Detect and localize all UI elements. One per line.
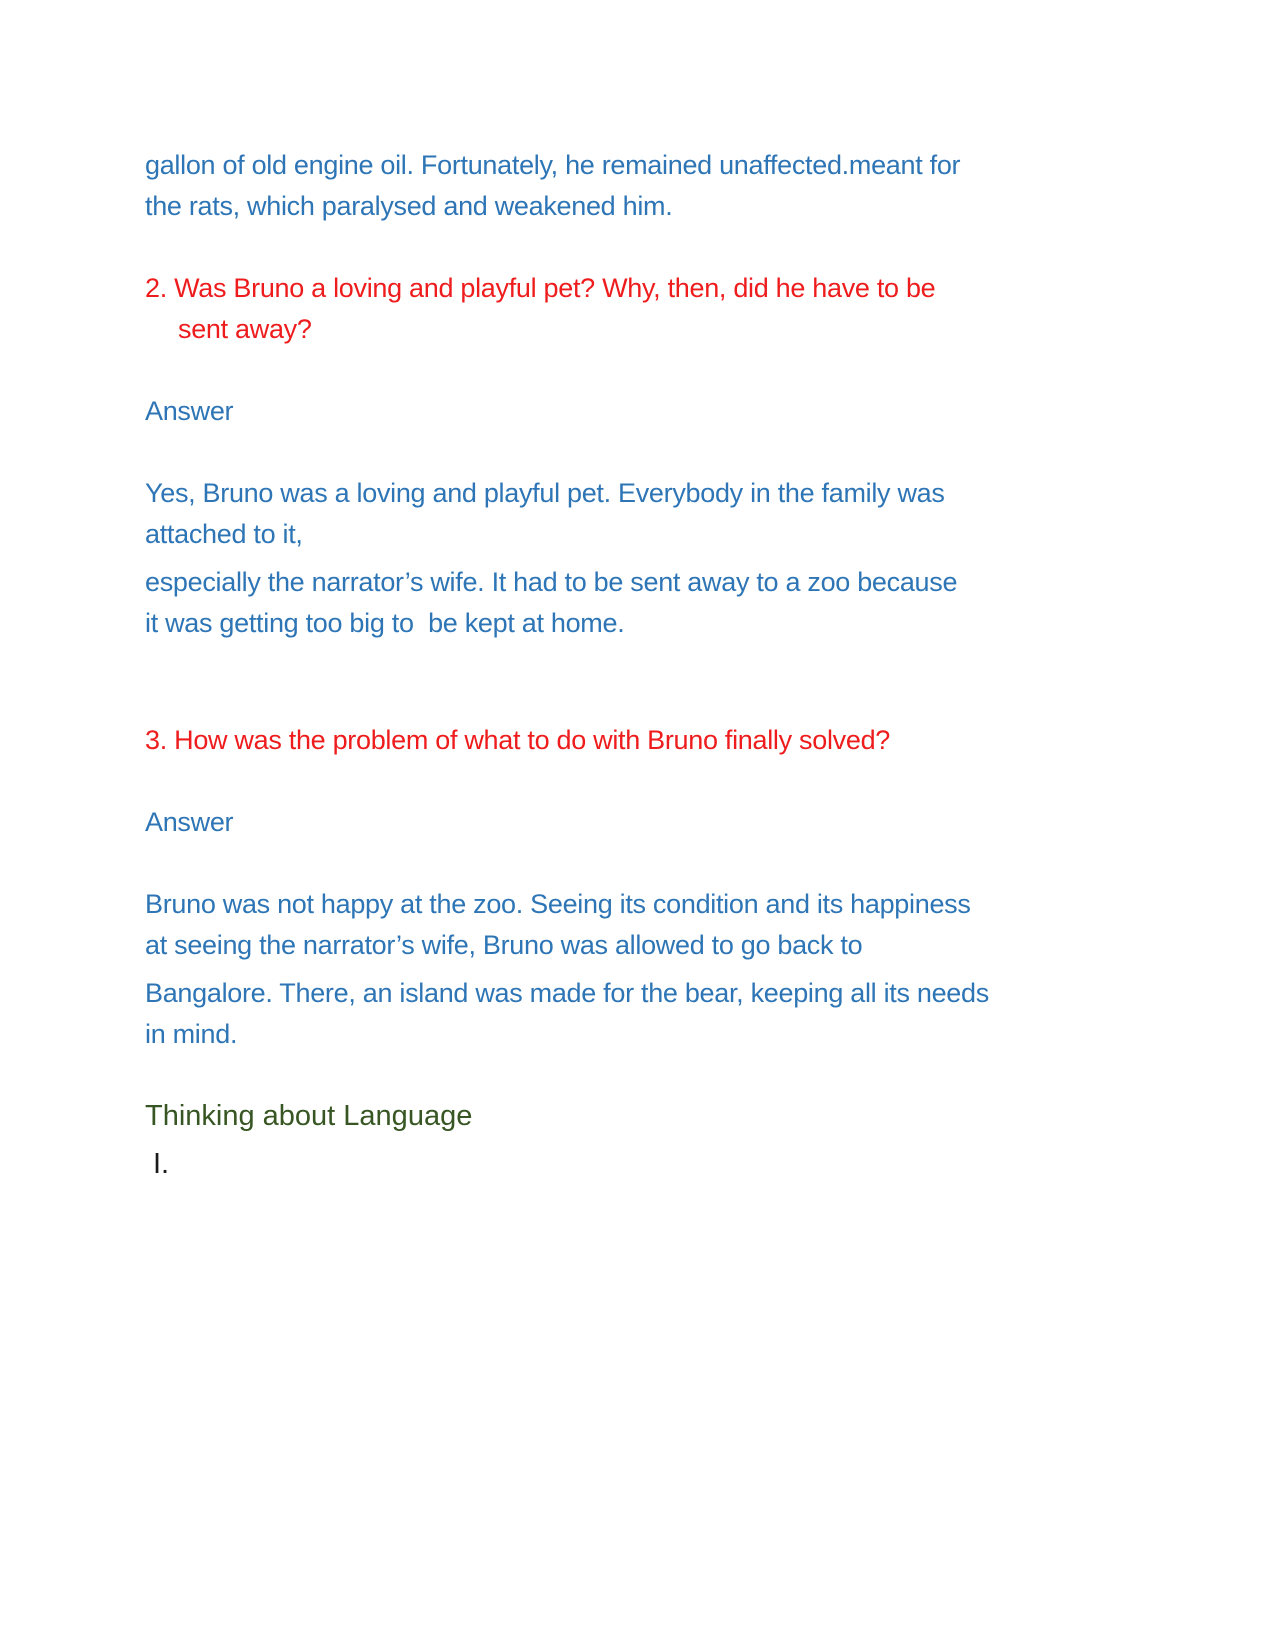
answer-3-p1-line-1: Bruno was not happy at the zoo. Seeing its condition and its happiness bbox=[145, 889, 971, 919]
answer-2-p2-line-1: especially the narrator’s wife. It had to be sent away to a zoo because bbox=[145, 567, 958, 597]
answer-label-q3-text: Answer bbox=[145, 807, 234, 837]
question-2-line-1: 2. Was Bruno a loving and playful pet? Why, then, did he have to be bbox=[145, 273, 936, 303]
section-heading bbox=[145, 1096, 1075, 1137]
list-marker-text: I. bbox=[153, 1148, 170, 1180]
question-2-line-2: sent away? bbox=[178, 314, 312, 344]
answer-2-p1-line-2: attached to it, bbox=[145, 519, 303, 549]
question-3 bbox=[145, 720, 1075, 761]
intro-paragraph bbox=[145, 145, 1075, 227]
answer-3-paragraph-1 bbox=[145, 884, 1075, 966]
answer-label-q2 bbox=[145, 391, 1075, 432]
list-marker bbox=[145, 1144, 1075, 1185]
question-2 bbox=[145, 268, 1075, 350]
answer-2-paragraph-2 bbox=[145, 562, 1075, 644]
answer-label-q3 bbox=[145, 802, 1075, 843]
answer-3-p2-line-1: Bangalore. There, an island was made for the bear, keeping all its needs bbox=[145, 978, 989, 1008]
answer-3-p2-line-2: in mind. bbox=[145, 1019, 238, 1049]
answer-3-p1-line-2: at seeing the narrator’s wife, Bruno was allowed to go back to bbox=[145, 930, 863, 960]
answer-2-p2-line-2: it was getting too big to be kept at home. bbox=[145, 608, 625, 638]
answer-label-q2-text: Answer bbox=[145, 396, 234, 426]
intro-line-2: the rats, which paralysed and weakened him. bbox=[145, 191, 673, 221]
intro-line-1: gallon of old engine oil. Fortunately, he remained unaffected.meant for bbox=[145, 150, 961, 180]
answer-2-paragraph-1 bbox=[145, 473, 1075, 555]
section-heading-text: Thinking about Language bbox=[145, 1100, 473, 1132]
answer-3-paragraph-2 bbox=[145, 973, 1075, 1055]
question-3-line-1: 3. How was the problem of what to do with Bruno finally solved? bbox=[145, 725, 890, 755]
answer-2-p1-line-1: Yes, Bruno was a loving and playful pet. Everybody in the family was bbox=[145, 478, 945, 508]
